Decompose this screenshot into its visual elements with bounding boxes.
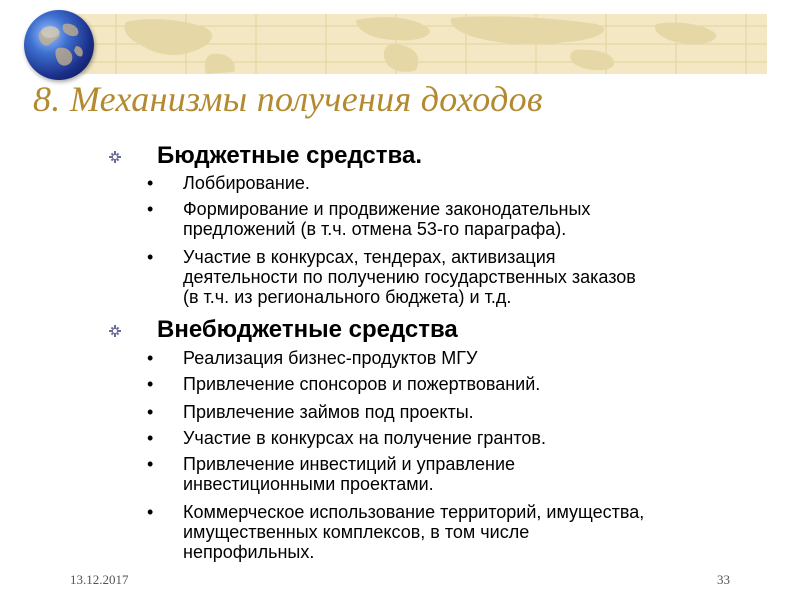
- bullet-dot: •: [147, 374, 154, 394]
- list-item-line: Участие в конкурсах на получение грантов.: [183, 428, 546, 448]
- list-item-text: [183, 173, 763, 193]
- list-item-text: [183, 199, 763, 239]
- list-item-line: предложений (в т.ч. отмена 53-го параграфа).: [183, 219, 567, 239]
- list-item-line: Привлечение спонсоров и пожертвований.: [183, 374, 541, 394]
- page-number: 33: [717, 572, 730, 587]
- list-item-text: [183, 502, 763, 562]
- list-item-text: [183, 454, 763, 494]
- list-item-line: Участие в конкурсах, тендерах, активизация: [183, 247, 556, 267]
- bullet-dot: •: [147, 402, 154, 422]
- section-heading-row: [0, 316, 800, 346]
- gear-bullet-icon: [109, 325, 121, 337]
- list-item-text: [183, 374, 763, 394]
- list-item-line: деятельности по получению государственных заказов: [183, 267, 636, 287]
- footer-date: 13.12.2017: [70, 572, 129, 587]
- list-item-line: Привлечение займов под проекты.: [183, 402, 474, 422]
- list-item-line: инвестиционными проектами.: [183, 474, 434, 494]
- bullet-dot: •: [147, 428, 154, 448]
- section-heading: Бюджетные средства.: [157, 142, 422, 169]
- list-item-text: [183, 428, 763, 448]
- list-item-line: (в т.ч. из регионального бюджета) и т.д.: [183, 287, 512, 307]
- list-item-line: Лоббирование.: [183, 173, 310, 193]
- list-item-line: имущественных комплексов, в том числе: [183, 522, 530, 542]
- list-item-line: Коммерческое использование территорий, имущества,: [183, 502, 645, 522]
- bullet-dot: •: [147, 199, 154, 219]
- section-heading-row: [0, 142, 800, 172]
- list-item-text: [183, 402, 763, 422]
- list-item-text: [183, 348, 763, 368]
- list-item-line: Формирование и продвижение законодательных: [183, 199, 591, 219]
- bullet-dot: •: [147, 173, 154, 193]
- list-item-line: Привлечение инвестиций и управление: [183, 454, 516, 474]
- list-item-text: [183, 247, 763, 307]
- section-heading: Внебюджетные средства: [157, 316, 458, 343]
- list-item-line: Реализация бизнес-продуктов МГУ: [183, 348, 478, 368]
- list-item-line: непрофильных.: [183, 542, 315, 562]
- gear-bullet-icon: [109, 151, 121, 163]
- bullet-dot: •: [147, 454, 154, 474]
- bullet-dot: •: [147, 502, 154, 522]
- bullet-dot: •: [147, 247, 154, 267]
- slide-title: 8. Механизмы получения доходов: [33, 79, 543, 119]
- bullet-dot: •: [147, 348, 154, 368]
